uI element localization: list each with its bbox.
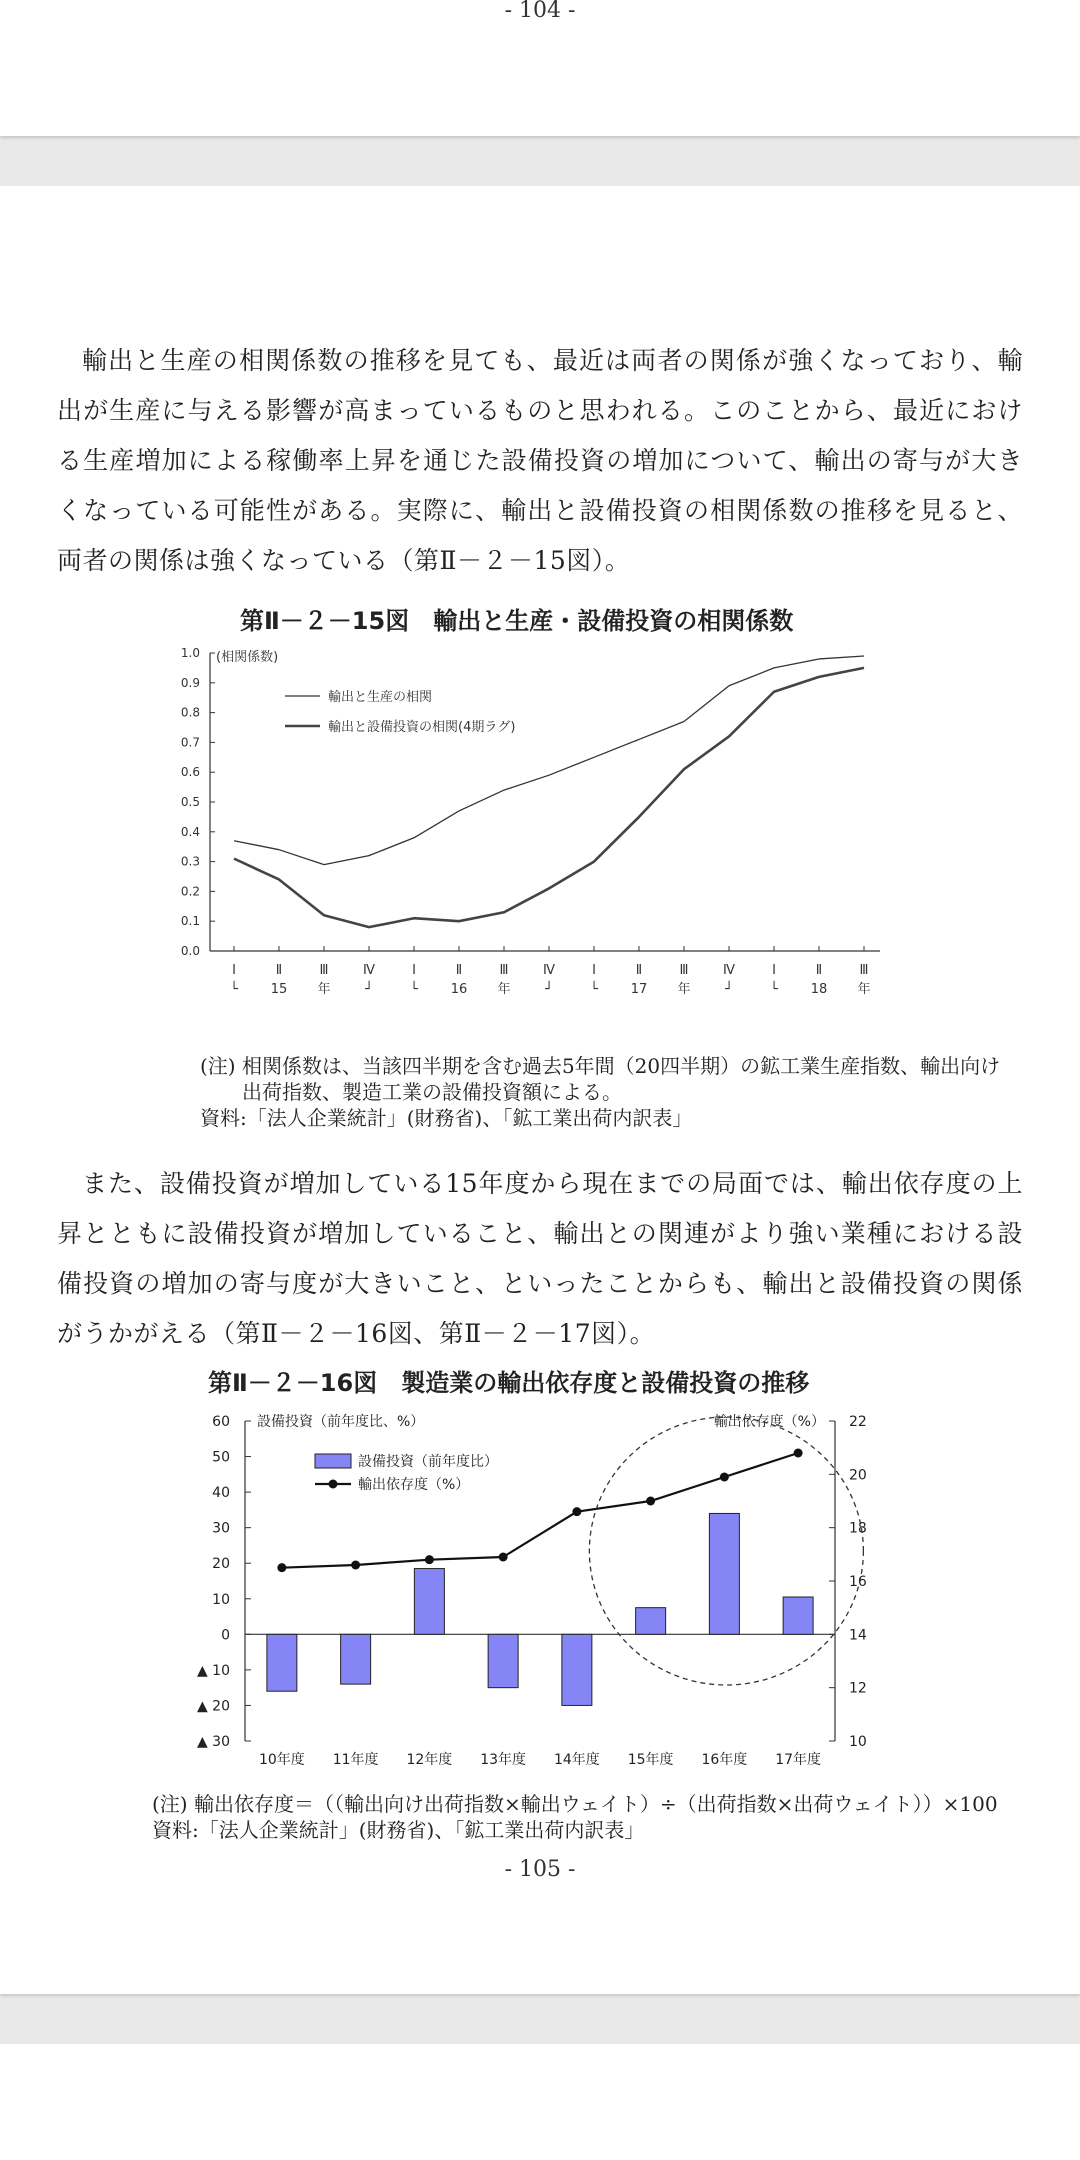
x-tick-label: 15年度 (627, 1752, 674, 1768)
figure-15-source: 資料:「法人企業統計」(財務省)、「鉱工業出荷内訳表」 (200, 1106, 693, 1130)
x-tick-label-quarter: Ⅳ (543, 963, 555, 978)
x-tick-label: 11年度 (332, 1752, 379, 1768)
left-tick-label: 0 (221, 1627, 230, 1644)
x-tick-label-quarter: Ⅳ (723, 963, 735, 978)
right-tick-label: 18 (849, 1520, 867, 1537)
x-tick-label-year: ┘ (365, 982, 373, 997)
x-tick-label-quarter: Ⅲ (499, 963, 509, 978)
figure-15-note-line2: 出荷指数、製造工業の設備投資額による。 (242, 1080, 622, 1104)
figure-15-note-line1: (注) 相関係数は、当該四半期を含む過去5年間（20四半期）の鉱工業生産指数、輸出向け (200, 1054, 1001, 1078)
x-tick-label-quarter: Ⅲ (859, 963, 869, 978)
previous-page (0, 0, 1080, 136)
x-tick-label-year: 16 (450, 982, 468, 997)
page-number-104: - 104 - (504, 0, 576, 23)
bar-capex-13年度 (488, 1634, 518, 1687)
current-page (0, 186, 1080, 1994)
x-tick-label-quarter: Ⅰ (412, 963, 416, 978)
paragraph-2: また、設備投資が増加している15年度から現在までの局面では、輸出依存度の上昇とともに設備投資が増加していること、輸出との関連がより強い業種における設備投資の増加の寄与度が大きいこと、といったことからも、輸出と設備投資の関係がうかがえる（第Ⅱ－２－16図、第Ⅱ－２－17図）。 (57, 1169, 1023, 1348)
y-tick-label: 0.5 (180, 795, 200, 809)
y-tick-label: 0.3 (180, 854, 200, 869)
y-tick-label: 0.7 (180, 735, 200, 750)
right-tick-label: 10 (849, 1734, 867, 1750)
x-tick-label-quarter: Ⅱ (635, 963, 643, 978)
x-tick-label-year: ┘ (545, 982, 553, 997)
point-export-dependency (720, 1473, 729, 1482)
figure-16-source: 資料:「法人企業統計」(財務省)、「鉱工業出荷内訳表」 (152, 1818, 645, 1842)
left-tick-label: 10 (212, 1591, 230, 1608)
figure-16-notes (152, 1791, 1032, 1843)
x-tick-label: 12年度 (406, 1752, 453, 1768)
x-tick-label-year: 年 (677, 982, 691, 997)
x-tick-label-year: └ (590, 982, 598, 997)
right-tick-label: 22 (849, 1414, 867, 1430)
y-tick-label: 0.4 (180, 824, 200, 839)
y-tick-label: 0.0 (180, 944, 200, 958)
right-tick-label: 14 (849, 1627, 867, 1644)
bar-capex-17年度 (783, 1597, 813, 1634)
figure-15-line-chart (160, 641, 900, 1041)
point-export-dependency (572, 1507, 581, 1516)
x-tick-label: 14年度 (553, 1752, 600, 1768)
x-tick-label: 17年度 (775, 1752, 822, 1768)
x-tick-label-quarter: Ⅰ (592, 963, 596, 978)
x-tick-label-year: 17 (630, 982, 648, 997)
legend-bar-label: 設備投資（前年度比） (358, 1454, 498, 1470)
figure-15-note (200, 1053, 1030, 1131)
left-tick-label: ▲ 30 (196, 1734, 230, 1750)
point-export-dependency (646, 1497, 655, 1506)
line-series-export-investment (234, 668, 864, 927)
left-tick-label: 50 (212, 1449, 230, 1466)
x-tick-label-year: 年 (857, 982, 871, 997)
x-tick-label-quarter: Ⅱ (815, 963, 823, 978)
x-tick-label-quarter: Ⅱ (275, 963, 283, 978)
figure-16-note: (注) 輸出依存度＝（（輸出向け出荷指数×輸出ウェイト）÷（出荷指数×出荷ウェイト））×100 (152, 1792, 998, 1816)
paragraph-1: 輸出と生産の相関係数の推移を見ても、最近は両者の関係が強くなっており、輸出が生産に与える影響が高まっているものと思われる。このことから、最近における生産増加による稼働率上昇を通じた設備投資の増加について、輸出の寄与が大きくなっている可能性がある。実際に、輸出と設備投資の相関係数の推移を見ると、両者の関係は強くなっている（第Ⅱ－２－15図）。 (57, 346, 1023, 575)
y-tick-label: 0.8 (180, 705, 200, 720)
point-export-dependency (351, 1561, 360, 1570)
left-tick-label: 40 (212, 1485, 230, 1502)
x-tick-label-year: 年 (317, 982, 331, 997)
line-series-export-production (234, 656, 864, 865)
x-tick-label-quarter: Ⅰ (232, 963, 236, 978)
x-tick-label-year: 年 (497, 982, 511, 997)
y-tick-label: 0.1 (180, 914, 200, 929)
y-tick-label: 0.9 (180, 675, 200, 690)
bar-capex-14年度 (562, 1634, 592, 1705)
left-tick-label: 60 (212, 1414, 230, 1430)
bar-capex-11年度 (341, 1634, 371, 1684)
bar-capex-15年度 (636, 1608, 666, 1635)
x-tick-label-quarter: Ⅳ (363, 963, 375, 978)
y-axis-label: (相関係数) (216, 650, 279, 665)
bar-capex-16年度 (709, 1513, 739, 1634)
next-page (0, 2044, 1080, 2160)
left-axis-label: 設備投資（前年度比、%） (257, 1414, 425, 1430)
point-export-dependency (499, 1553, 508, 1562)
right-tick-label: 16 (849, 1574, 867, 1590)
legend-line-marker (329, 1480, 338, 1489)
x-tick-label-quarter: Ⅰ (772, 963, 776, 978)
point-export-dependency (794, 1449, 803, 1458)
page-number-105: - 105 - (504, 1857, 576, 1882)
legend-bar-swatch (315, 1454, 351, 1468)
x-tick-label-year: ┘ (725, 982, 733, 997)
x-tick-label: 13年度 (480, 1752, 527, 1768)
left-tick-label: ▲ 20 (196, 1698, 230, 1715)
legend-label: 輸出と生産の相関 (328, 690, 433, 705)
figure-16-title: 第Ⅱ－２－16図 製造業の輸出依存度と設備投資の推移 (208, 1369, 810, 1397)
y-tick-label: 1.0 (180, 646, 200, 660)
point-export-dependency (425, 1555, 434, 1564)
legend-label: 輸出と設備投資の相関(4期ラグ) (328, 720, 516, 735)
legend-line-label: 輸出依存度（%） (358, 1477, 470, 1493)
x-tick-label: 10年度 (258, 1752, 305, 1768)
point-export-dependency (277, 1563, 286, 1572)
x-tick-label-year: 18 (810, 982, 828, 997)
x-tick-label-year: └ (230, 982, 238, 997)
x-tick-label-quarter: Ⅱ (455, 963, 463, 978)
right-tick-label: 20 (849, 1467, 867, 1484)
bar-capex-12年度 (414, 1569, 444, 1635)
x-tick-label-year: └ (410, 982, 418, 997)
y-tick-label: 0.6 (180, 765, 200, 780)
x-tick-label: 16年度 (701, 1752, 748, 1768)
left-tick-label: 20 (212, 1556, 230, 1573)
right-axis-label: 輸出依存度（%） (713, 1414, 825, 1430)
right-tick-label: 12 (849, 1680, 867, 1697)
figure-15-title: 第Ⅱ－２－15図 輸出と生産・設備投資の相関係数 (240, 607, 794, 635)
y-tick-label: 0.2 (180, 884, 200, 899)
x-tick-label-year: 15 (270, 982, 288, 997)
x-tick-label-quarter: Ⅲ (319, 963, 329, 978)
left-tick-label: 30 (212, 1520, 230, 1537)
x-tick-label-quarter: Ⅲ (679, 963, 689, 978)
x-tick-label-year: └ (770, 982, 778, 997)
bar-capex-10年度 (267, 1634, 297, 1691)
left-tick-label: ▲ 10 (196, 1662, 230, 1679)
